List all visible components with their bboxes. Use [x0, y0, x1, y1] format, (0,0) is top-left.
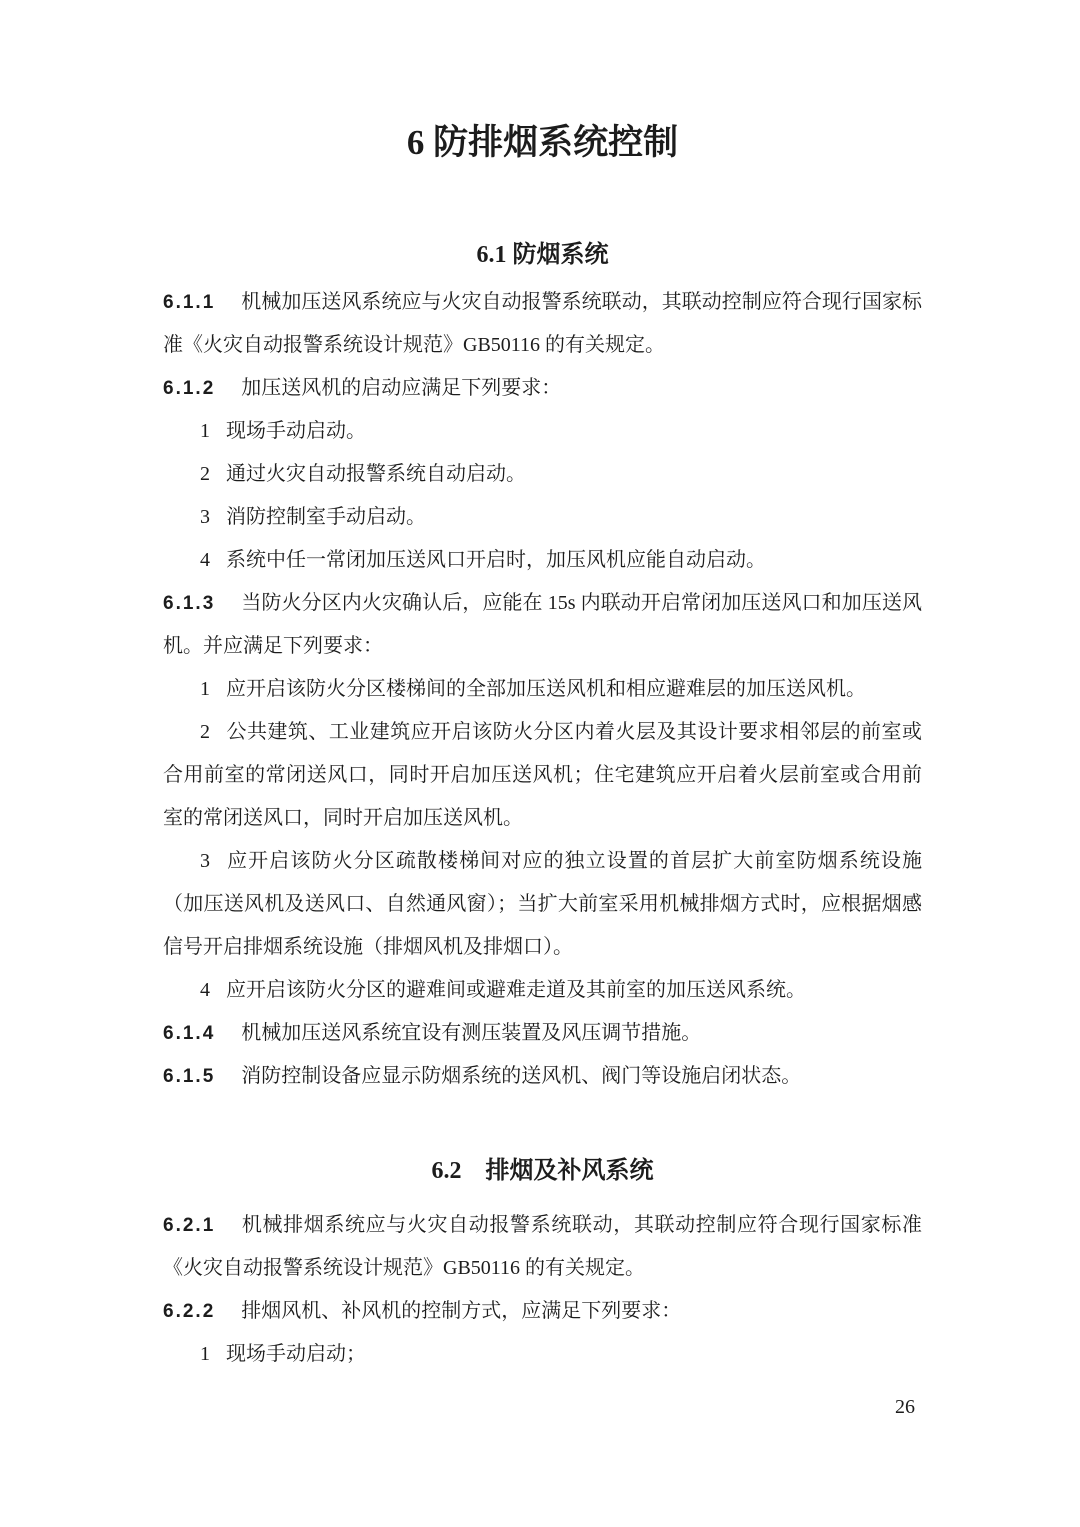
item-number: 1 — [200, 678, 210, 700]
list-item — [163, 969, 922, 1012]
clause-6-2-1 — [163, 1204, 922, 1290]
item-number: 4 — [200, 979, 210, 1001]
page-number: 26 — [895, 1396, 915, 1418]
item-text: 现场手动启动； — [226, 1343, 366, 1365]
item-number: 3 — [200, 850, 210, 872]
item-text: 消防控制室手动启动。 — [226, 506, 426, 528]
clause-text: 加压送风机的启动应满足下列要求： — [241, 377, 562, 399]
clause-text: 消防控制设备应显示防烟系统的送风机、阀门等设施启闭状态。 — [241, 1065, 802, 1087]
item-number: 2 — [200, 463, 210, 485]
list-item — [163, 496, 922, 539]
list-item — [163, 711, 922, 840]
item-text: 应开启该防火分区疏散楼梯间对应的独立设置的首层扩大前室防烟系统设施（加压送风机及送风口、自然通风窗）；当扩大前室采用机械排烟方式时，应根据烟感信号开启排烟系统设施（排烟风机及排烟口）。 — [163, 850, 922, 958]
item-text: 公共建筑、工业建筑应开启该防火分区内着火层及其设计要求相邻层的前室或合用前室的常闭送风口，同时开启加压送风机；住宅建筑应开启着火层前室或合用前室的常闭送风口，同时开启加压送风机。 — [163, 721, 922, 829]
clause-text: 机械加压送风系统应与火灾自动报警系统联动，其联动控制应符合现行国家标准《火灾自动报警系统设计规范》GB50116 的有关规定。 — [163, 291, 922, 356]
item-text: 应开启该防火分区的避难间或避难走道及其前室的加压送风系统。 — [226, 979, 806, 1001]
item-text: 应开启该防火分区楼梯间的全部加压送风机和相应避难层的加压送风机。 — [226, 678, 866, 700]
list-item — [163, 539, 922, 582]
clause-text: 机械加压送风系统宜设有测压装置及风压调节措施。 — [241, 1022, 702, 1044]
clause-number: 6.1.5 — [163, 1066, 216, 1087]
section-heading-6-1: 6.1 防烟系统 — [476, 242, 609, 268]
clause-6-1-3 — [163, 582, 922, 668]
clause-number: 6.2.2 — [163, 1301, 216, 1322]
clause-6-1-4 — [163, 1012, 922, 1055]
clause-text: 当防火分区内火灾确认后，应能在 15s 内联动开启常闭加压送风口和加压送风机。并应满足下列要求： — [163, 592, 922, 657]
item-text: 现场手动启动。 — [226, 420, 366, 442]
list-item — [163, 668, 922, 711]
clause-text: 机械排烟系统应与火灾自动报警系统联动，其联动控制应符合现行国家标准《火灾自动报警系统设计规范》GB50116 的有关规定。 — [163, 1214, 922, 1279]
list-item — [163, 1333, 922, 1376]
clause-text: 排烟风机、补风机的控制方式，应满足下列要求： — [241, 1300, 682, 1322]
clause-number: 6.1.4 — [163, 1023, 216, 1044]
clause-6-1-5 — [163, 1055, 922, 1098]
chapter-title: 6 防排烟系统控制 — [406, 123, 679, 162]
clause-6-1-1 — [163, 281, 922, 367]
clause-number: 6.1.3 — [163, 593, 216, 614]
list-item — [163, 453, 922, 496]
item-number: 1 — [200, 1343, 210, 1365]
item-text: 系统中任一常闭加压送风口开启时，加压风机应能自动启动。 — [226, 549, 766, 571]
clause-number: 6.1.2 — [163, 378, 216, 399]
clause-number: 6.1.1 — [163, 292, 216, 313]
clause-6-2-2 — [163, 1290, 922, 1333]
list-item — [163, 840, 922, 969]
item-number: 4 — [200, 549, 210, 571]
clause-number: 6.2.1 — [163, 1215, 216, 1236]
item-number: 2 — [200, 721, 210, 743]
list-item — [163, 410, 922, 453]
item-number: 1 — [200, 420, 210, 442]
item-number: 3 — [200, 506, 210, 528]
item-text: 通过火灾自动报警系统自动启动。 — [226, 463, 526, 485]
section-heading-6-2: 6.2 排烟及补风系统 — [431, 1158, 654, 1184]
clause-6-1-2 — [163, 367, 922, 410]
